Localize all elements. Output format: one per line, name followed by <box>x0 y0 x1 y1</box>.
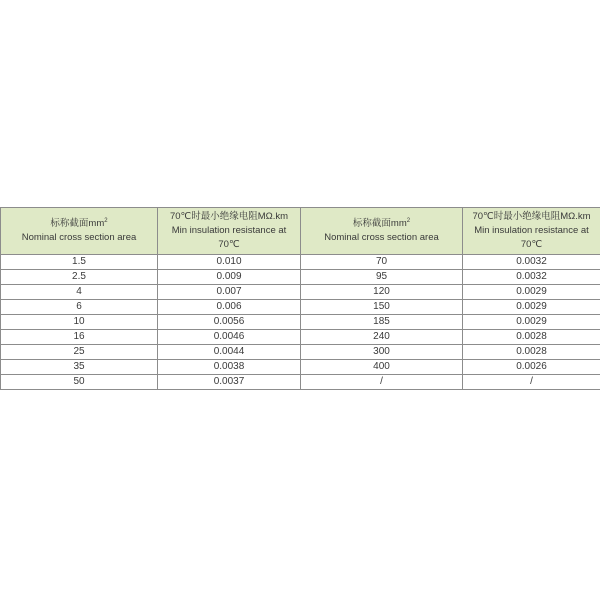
table-cell: 25 <box>1 345 158 360</box>
table-cell: / <box>301 375 463 390</box>
table-cell: 95 <box>301 270 463 285</box>
table-cell: 0.010 <box>158 255 301 270</box>
table-cell: 0.0038 <box>158 360 301 375</box>
header-sup: 2 <box>406 217 411 224</box>
table-cell: 0.0032 <box>463 270 600 285</box>
header-en: Nominal cross section area <box>324 232 439 243</box>
header-cross-section-2 <box>301 208 463 255</box>
header-cross-section-1 <box>1 208 158 255</box>
table-cell: 240 <box>301 330 463 345</box>
table-cell: 35 <box>1 360 158 375</box>
table-cell: 0.0029 <box>463 300 600 315</box>
table-cell: 1.5 <box>1 255 158 270</box>
table-cell: 50 <box>1 375 158 390</box>
table-cell: 400 <box>301 360 463 375</box>
table-row <box>1 345 600 360</box>
table-row <box>1 300 600 315</box>
table-row <box>1 285 600 300</box>
header-cn: 70℃时最小绝缘电阻MΩ.km <box>472 211 591 222</box>
table-cell: 0.0029 <box>463 285 600 300</box>
table-row <box>1 375 600 390</box>
table-row <box>1 315 600 330</box>
table-cell: 0.006 <box>158 300 301 315</box>
table-cell: 0.009 <box>158 270 301 285</box>
table-cell: 185 <box>301 315 463 330</box>
table-cell: 2.5 <box>1 270 158 285</box>
table-cell: 0.0037 <box>158 375 301 390</box>
header-sup: 2 <box>104 217 108 224</box>
header-en: Min insulation resistance at <box>171 225 287 236</box>
table-cell: 6 <box>1 300 158 315</box>
header-en: Nominal cross section area <box>21 232 137 243</box>
insulation-resistance-table <box>0 207 600 390</box>
table-row <box>1 360 600 375</box>
header-cn: 标称截面mm <box>352 218 407 229</box>
table-cell: 0.0029 <box>463 315 600 330</box>
header-cn: 标称截面mm <box>50 218 105 229</box>
table-cell: / <box>463 375 600 390</box>
table-cell: 0.0032 <box>463 255 600 270</box>
table-row <box>1 270 600 285</box>
table-cell: 0.0028 <box>463 330 600 345</box>
table-cell: 300 <box>301 345 463 360</box>
header-cn: 70℃时最小绝缘电阻MΩ.km <box>169 211 289 222</box>
table-cell: 0.007 <box>158 285 301 300</box>
table-cell: 0.0056 <box>158 315 301 330</box>
table-cell: 0.0028 <box>463 345 600 360</box>
table-cell: 4 <box>1 285 158 300</box>
table-row <box>1 255 600 270</box>
header-en-temp: 70℃ <box>520 239 543 250</box>
header-insulation-resistance-2 <box>463 208 600 255</box>
header-en-temp: 70℃ <box>218 239 240 250</box>
header-en: Min insulation resistance at <box>474 225 589 236</box>
table-cell: 120 <box>301 285 463 300</box>
table-cell: 70 <box>301 255 463 270</box>
table-cell: 0.0044 <box>158 345 301 360</box>
table-cell: 0.0026 <box>463 360 600 375</box>
table-header-row <box>1 208 600 255</box>
table-row <box>1 330 600 345</box>
table-cell: 16 <box>1 330 158 345</box>
table-cell: 0.0046 <box>158 330 301 345</box>
header-insulation-resistance-1 <box>158 208 301 255</box>
table-cell: 10 <box>1 315 158 330</box>
table-cell: 150 <box>301 300 463 315</box>
